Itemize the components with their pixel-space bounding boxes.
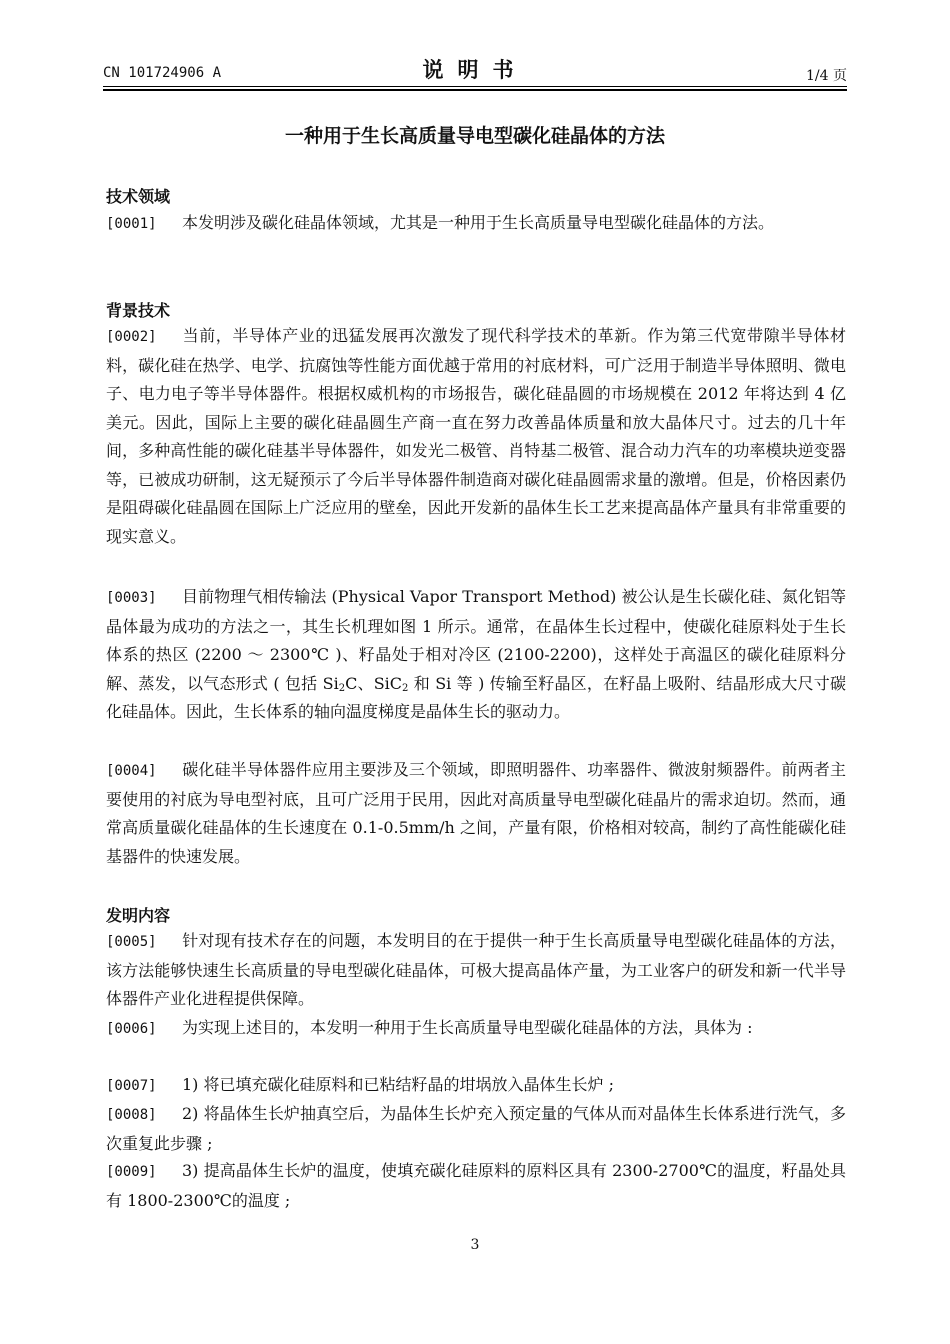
page-header [103,54,847,88]
paragraph-number: [0001] [106,216,157,232]
subscript-2: 2 [338,682,346,694]
section-heading-tech-field: 技术领域 [106,187,171,206]
paragraph-number: [0003] [106,590,157,606]
paragraph-0008 [106,1100,846,1158]
paragraph-text: 当前，半导体产业的迅猛发展再次激发了现代科学技术的革新。作为第三代宽带隙半导体材料，碳化硅在热学、电学、抗腐蚀等性能方面优越于常用的衬底材料，可广泛用于制造半导体照明、微电子、电力电子等半导体器件。根据权威机构的市场报告，碳化硅晶圆的市场规模在 2012 年将达到 4 亿美元。因此，国际上主要的碳化硅晶圆生产商一直在努力改善晶体质量和放大晶体尺寸。过去的几十年间，多种高性能的碳化硅基半导体器件，如发光二极管、肖特基二极管、混合动力汽车的功率模块逆变器等，已被成功研制，这无疑预示了今后半导体器件制造商对碳化硅晶圆需求量的激增。但是，价格因素仍是阻碍碳化硅晶圆在国际上广泛应用的壁垒，因此开发新的晶体生长工艺来提高晶体产量具有非常重要的现实意义。 [106,326,846,546]
paragraph-number: [0006] [106,1021,157,1037]
header-rule-thick [103,89,847,91]
paragraph-0002 [106,322,846,551]
paragraph-number: [0008] [106,1107,157,1123]
paragraph-number: [0004] [106,763,157,779]
paragraph-text: 2) 将晶体生长炉抽真空后，为晶体生长炉充入预定量的气体从而对晶体生长体系进行洗气，多次重复此步骤 ; [106,1104,846,1153]
paragraph-0009 [106,1157,846,1215]
paragraph-text: 碳化硅半导体器件应用主要涉及三个领域，即照明器件、功率器件、微波射频器件。前两者主要使用的衬底为导电型衬底，且可广泛用于民用，因此对高质量导电型碳化硅晶片的需求迫切。然而，通常高质量碳化硅晶体的生长速度在 0.1-0.5mm/h 之间，产量有限，价格相对较高，制约了高性能碳化硅基器件的快速发展。 [106,760,846,866]
paragraph-text-part-a: 目前物理气相传输法 (Physical Vapor Transport Method) 被公认是生长碳化硅、氮化铝等晶体最为成功的方法之一，其生长机理如图 1 所示。通常，在晶体生长过程中，使碳化硅原料处于生长体系的热区 (2200 ～ 2300℃ )、籽晶处于相对冷区 (2100-2200)，这样处于高温区的碳化硅原料分解、蒸发，以气态形式 ( 包括 Si [106,587,846,693]
document-title: 一种用于生长高质量导电型碳化硅晶体的方法 [284,125,665,147]
paragraph-0006 [106,1014,846,1044]
paragraph-text: 3) 提高晶体生长炉的温度，使填充碳化硅原料的原料区具有 2300-2700℃的温度，籽晶处具有 1800-2300℃的温度 ; [106,1161,846,1210]
paragraph-number: [0002] [106,329,157,345]
paragraph-number: [0009] [106,1164,157,1180]
subscript-2: 2 [402,682,409,694]
paragraph-number: [0007] [106,1078,157,1094]
paragraph-0001 [106,209,846,239]
page-count: 1/4 页 [806,68,847,84]
header-doc-type: 说明书 [422,58,528,82]
paragraph-text: 针对现有技术存在的问题，本发明目的在于提供一种于生长高质量导电型碳化硅晶体的方法，该方法能够快速生长高质量的导电型碳化硅晶体，可极大提高晶体产量，为工业客户的研发和新一代半导体器件产业化进程提供保障。 [106,931,846,1008]
page-number: 3 [470,1237,480,1253]
paragraph-text: 本发明涉及碳化硅晶体领域，尤其是一种用于生长高质量导电型碳化硅晶体的方法。 [182,213,775,232]
paragraph-number: [0005] [106,934,157,950]
paragraph-0004 [106,756,846,871]
paragraph-0005 [106,927,846,1014]
header-rule-thin [103,86,847,87]
section-heading-summary: 发明内容 [106,906,171,925]
patent-number: CN 101724906 A [103,65,222,81]
section-heading-background: 背景技术 [106,301,171,320]
paragraph-0007 [106,1071,846,1101]
paragraph-0003 [106,583,846,727]
paragraph-text-part-b: C、SiC [345,673,403,693]
paragraph-text-part-c: 和 Si 等 ) 传输至籽晶区，在籽晶上吸附、结晶形成大尺寸碳化硅晶体。因此，生长体系的轴向温度梯度是晶体生长的驱动力。 [106,673,846,721]
paragraph-text: 为实现上述目的，本发明一种用于生长高质量导电型碳化硅晶体的方法，具体为 : [182,1018,753,1037]
paragraph-text: 1) 将已填充碳化硅原料和已粘结籽晶的坩埚放入晶体生长炉 ; [182,1075,614,1094]
